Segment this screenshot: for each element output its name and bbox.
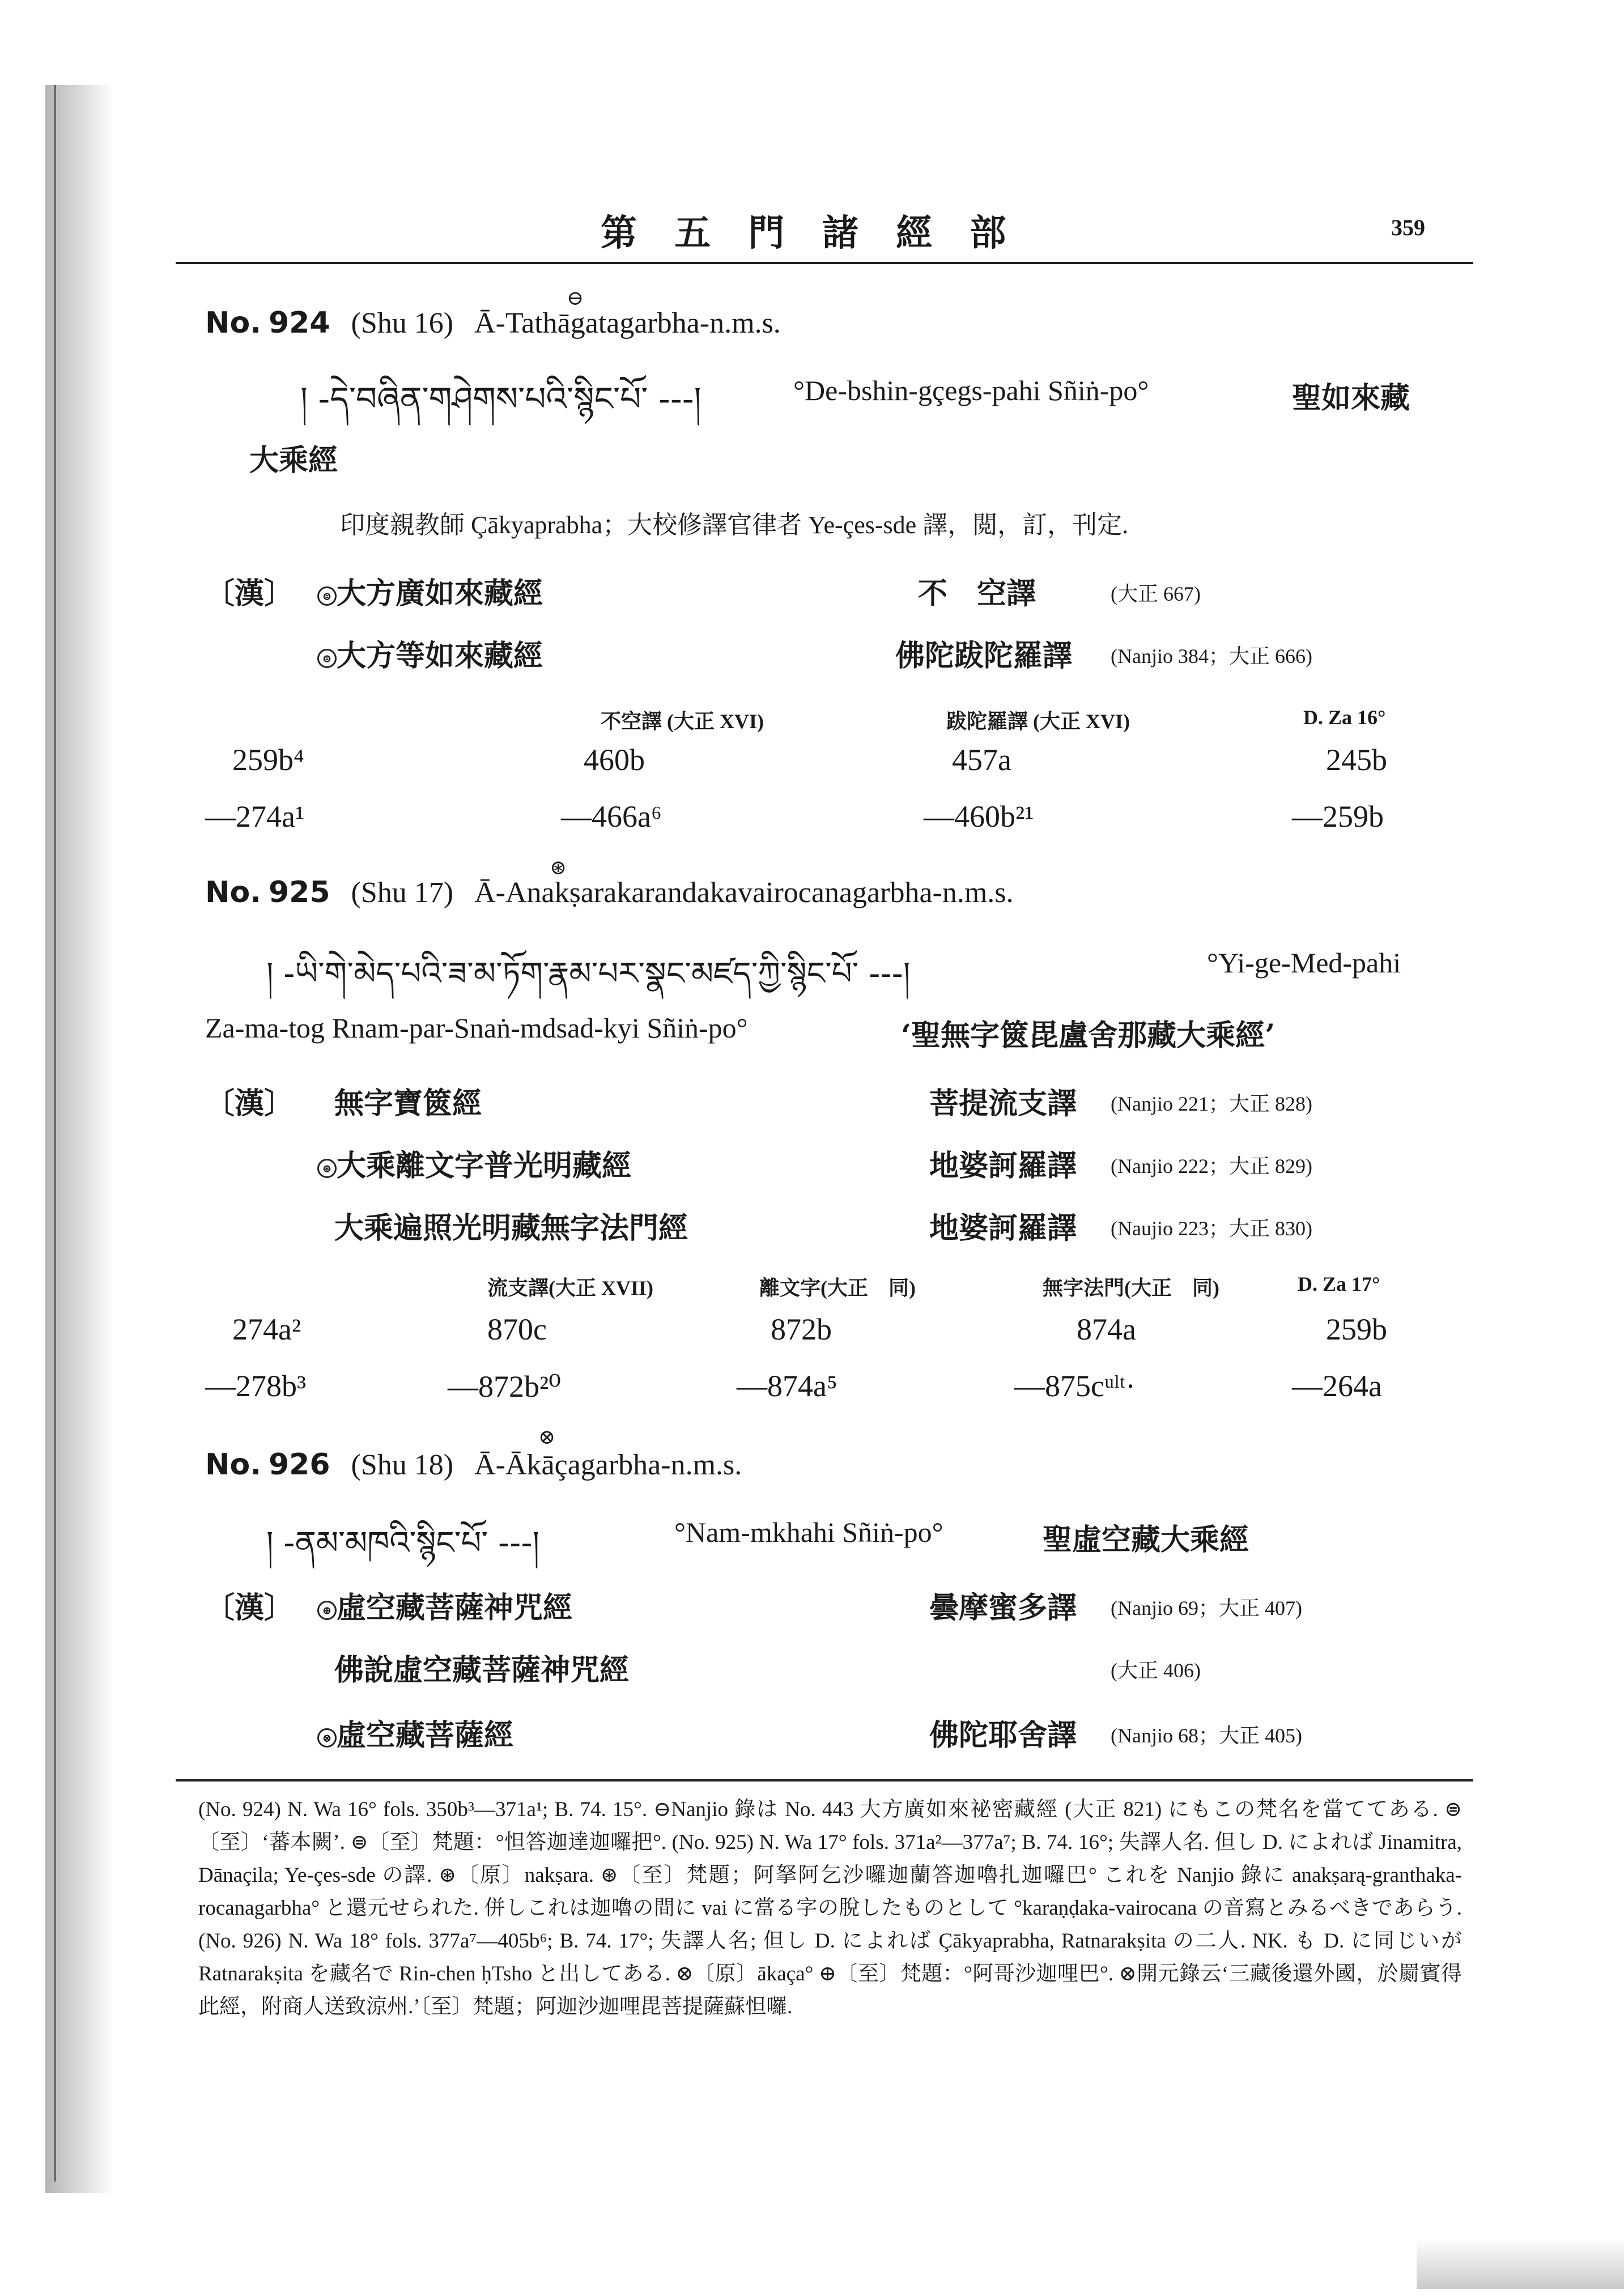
han-title: ⊜ 大方廣如來藏經 bbox=[317, 569, 543, 612]
han-ref: (大正 406) bbox=[1111, 1659, 1201, 1682]
entry-number: 925 bbox=[269, 875, 330, 909]
col-header: D. Za 16° bbox=[1303, 706, 1386, 729]
page-title: 第 五 門 諸 經 部 bbox=[601, 212, 1019, 254]
han-label: 〔漢〕 bbox=[205, 1591, 294, 1625]
tibetan-title: ། -ནམ་མཁའི་སྙིང་པོ་ ---། bbox=[266, 1525, 539, 1562]
han-title: 大乘遍照光明藏無字法門經 bbox=[334, 1211, 688, 1245]
han-label: 〔漢〕 bbox=[205, 1086, 294, 1121]
cjk-title: 聖如來藏 bbox=[1292, 381, 1410, 415]
note-marker: ⊜ bbox=[317, 649, 337, 668]
han-ref: (Naujio 223；大正 830) bbox=[1111, 1217, 1312, 1240]
han-ref: (Nanjio 221；大正 828) bbox=[1111, 1092, 1312, 1115]
footnotes: (No. 924) N. Wa 16° fols. 350b³—371a¹; B. 74. 15°. ⊖Nanjio 錄は No. 443 大方廣如來祕密藏經 (大正 821) にもこの梵名を當ててある. ⊜〔至〕‘蕃本闕’. ⊜〔至〕梵題：°怛答迦達迦囉把°. (No. 925) N. Wa 17° fols. 371a²—377a⁷; B. 74. 16°; 失譯人名. 但し D. によれば Jinamitra, Dānaçila; Ye-çes-sde の譯. ⊛〔原〕nakṣara. ⊛〔至〕梵題；阿拏阿乞沙囉迦蘭答迦嚕扎迦囉巴° これを Nanjio 錄に anakṣarą-granthaka-rocanagarbha° と還元せられた. 併しこれは迦嚕の間に vai に當る字の脫したものとして °karaṇḍaka-vairocana の音寫とみるべきであらう. (No. 926) N. Wa 18° fols. 377a⁷—405b⁶; B. 74. 17°; 失譯人名; 但し D. によれば Çākyaprabha, Ratnarakṣita の二人. NK. も D. に同じいが Ratnarakṣita を藏名で Rin-chen ḥTsho と出してある. ⊗〔原〕ākaça° ⊕〔至〕梵題：°阿哥沙迦哩巴°. ⊗開元錄云‘三藏後還外國，於罽賓得此經，附商人送致涼州.’〔至〕梵題；阿迦沙迦哩毘菩提薩蘇怛囉. bbox=[198, 1798, 1462, 2018]
page-number: 359 bbox=[1391, 215, 1425, 240]
range-start: 874a bbox=[1077, 1312, 1136, 1346]
note-marker: ⊛ bbox=[317, 1159, 337, 1178]
entry-no-label: No. bbox=[205, 306, 261, 340]
han-translator: 菩提流支譯 bbox=[929, 1086, 1077, 1121]
entry-heading bbox=[205, 306, 781, 340]
range-end: —466a⁶ bbox=[561, 800, 662, 834]
han-title: ⊕ 虛空藏菩薩神咒經 bbox=[317, 1584, 572, 1626]
entry-marker: ⊛ bbox=[550, 856, 567, 879]
note-marker: ⊜ bbox=[317, 586, 337, 606]
range-end: —875cᵘˡᵗ· bbox=[1014, 1369, 1136, 1403]
range-end: —278b³ bbox=[205, 1369, 307, 1403]
range-start: 245b bbox=[1326, 743, 1387, 777]
romanized-title-cont: Za-ma-tog Rnam-par-Snaṅ-mdsad-kyi Sñiṅ-po° bbox=[205, 1012, 748, 1044]
col-header: 離文字(大正 同) bbox=[759, 1277, 916, 1299]
han-title: ⊛ 大乘離文字普光明藏經 bbox=[317, 1142, 631, 1184]
cjk-title: 聖虛空藏大乘經 bbox=[1043, 1523, 1249, 1557]
entry-number: 926 bbox=[269, 1448, 330, 1482]
romanized-title: °Yi-ge-Med-pahi bbox=[1207, 947, 1401, 979]
range-start: 259b bbox=[1326, 1312, 1387, 1346]
tibetan-title: ། -དེ་བཞིན་གཤེགས་པའི་སྙིང་པོ་ ---། bbox=[300, 380, 702, 418]
han-ref: (大正 667) bbox=[1111, 582, 1201, 605]
footnote-rule bbox=[176, 1779, 1473, 1781]
entry-sanskrit-title: Ā-Tathāgatagarbha-n.m.s. bbox=[474, 307, 781, 339]
entry-no-label: No. bbox=[205, 1448, 261, 1482]
translators-line: 印度親教師 Çākyaprabha；大校修譯官律者 Ye-çes-sde 譯，閲，訂，刊定. bbox=[340, 511, 1129, 539]
romanized-title: °De-bshin-gçegs-pahi Sñiṅ-po° bbox=[793, 375, 1149, 406]
tibetan-title: ། -ཡི་གེ་མེད་པའི་ཟ་མ་ཏོག་རྣམ་པར་སྣང་མཛད་ཀྱི་སྙིང་པོ་ ---། bbox=[266, 955, 911, 992]
cjk-title: ‘聖無字篋毘盧舍那藏大乘經’ bbox=[901, 1018, 1276, 1053]
entry-marker: ⊗ bbox=[538, 1426, 556, 1448]
han-translator: 地婆訶羅譯 bbox=[929, 1211, 1077, 1245]
han-title: 無字寶篋經 bbox=[334, 1086, 482, 1121]
note-marker: ⊗ bbox=[317, 1728, 337, 1747]
col-header: 跋陀羅譯 (大正 XVI) bbox=[946, 710, 1130, 733]
entry-marker: ⊖ bbox=[567, 287, 584, 309]
range-end: —274a¹ bbox=[205, 800, 305, 834]
entry-sanskrit-title: Ā-Ākāçagarbha-n.m.s. bbox=[474, 1449, 742, 1481]
entry-heading bbox=[205, 1448, 742, 1482]
range-end: —264a bbox=[1292, 1369, 1382, 1403]
han-title: ⊜ 大方等如來藏經 bbox=[317, 632, 543, 674]
range-start: 872b bbox=[771, 1312, 832, 1346]
range-start: 460b bbox=[584, 743, 645, 777]
range-end: —872b²⁰ bbox=[448, 1370, 561, 1404]
col-header: 流支譯(大正 XVII) bbox=[487, 1277, 653, 1299]
header-rule bbox=[176, 262, 1473, 264]
range-start: 457a bbox=[952, 743, 1011, 777]
range-end: —259b bbox=[1292, 800, 1384, 834]
col-header: 無字法門(大正 同) bbox=[1043, 1277, 1219, 1299]
han-translator: 曇摩蜜多譯 bbox=[929, 1591, 1077, 1625]
entry-shu: (Shu 17) bbox=[351, 877, 454, 909]
romanized-title: °Nam-mkhahi Sñiṅ-po° bbox=[674, 1516, 943, 1548]
han-translator: 佛陀跋陀羅譯 bbox=[895, 639, 1073, 673]
entry-no-label: No. bbox=[205, 875, 261, 909]
col-header: D. Za 17° bbox=[1298, 1273, 1380, 1295]
range-start: 274a² bbox=[232, 1312, 301, 1346]
han-ref: (Nanjio 69；大正 407) bbox=[1111, 1597, 1302, 1619]
note-marker: ⊕ bbox=[317, 1601, 337, 1620]
han-ref: (Nanjio 222；大正 829) bbox=[1111, 1155, 1312, 1177]
col-header: 不空譯 (大正 XVI) bbox=[601, 710, 764, 733]
han-translator: 地婆訶羅譯 bbox=[929, 1149, 1077, 1183]
range-end: —460b²¹ bbox=[924, 800, 1034, 834]
han-title: ⊗ 虛空藏菩薩經 bbox=[317, 1711, 513, 1754]
range-end: —874a⁵ bbox=[737, 1369, 837, 1403]
entry-heading bbox=[205, 875, 1014, 909]
han-ref: (Nanjio 68；大正 405) bbox=[1111, 1724, 1302, 1747]
entry-shu: (Shu 18) bbox=[351, 1449, 454, 1481]
cjk-title-cont: 大乘經 bbox=[249, 443, 338, 478]
range-start: 259b⁴ bbox=[232, 743, 304, 777]
han-ref: (Nanjio 384；大正 666) bbox=[1111, 645, 1312, 667]
han-translator: 佛陀耶舍譯 bbox=[929, 1718, 1077, 1753]
entry-shu: (Shu 16) bbox=[351, 307, 454, 339]
han-title: 佛說虛空藏菩薩神咒經 bbox=[334, 1653, 630, 1687]
han-translator: 不 空譯 bbox=[918, 576, 1036, 611]
range-start: 870c bbox=[487, 1312, 547, 1346]
han-label: 〔漢〕 bbox=[205, 576, 294, 611]
entry-sanskrit-title: Ā-Anakṣarakarandakavairocanagarbha-n.m.s. bbox=[474, 877, 1014, 909]
entry-number: 924 bbox=[269, 306, 330, 340]
